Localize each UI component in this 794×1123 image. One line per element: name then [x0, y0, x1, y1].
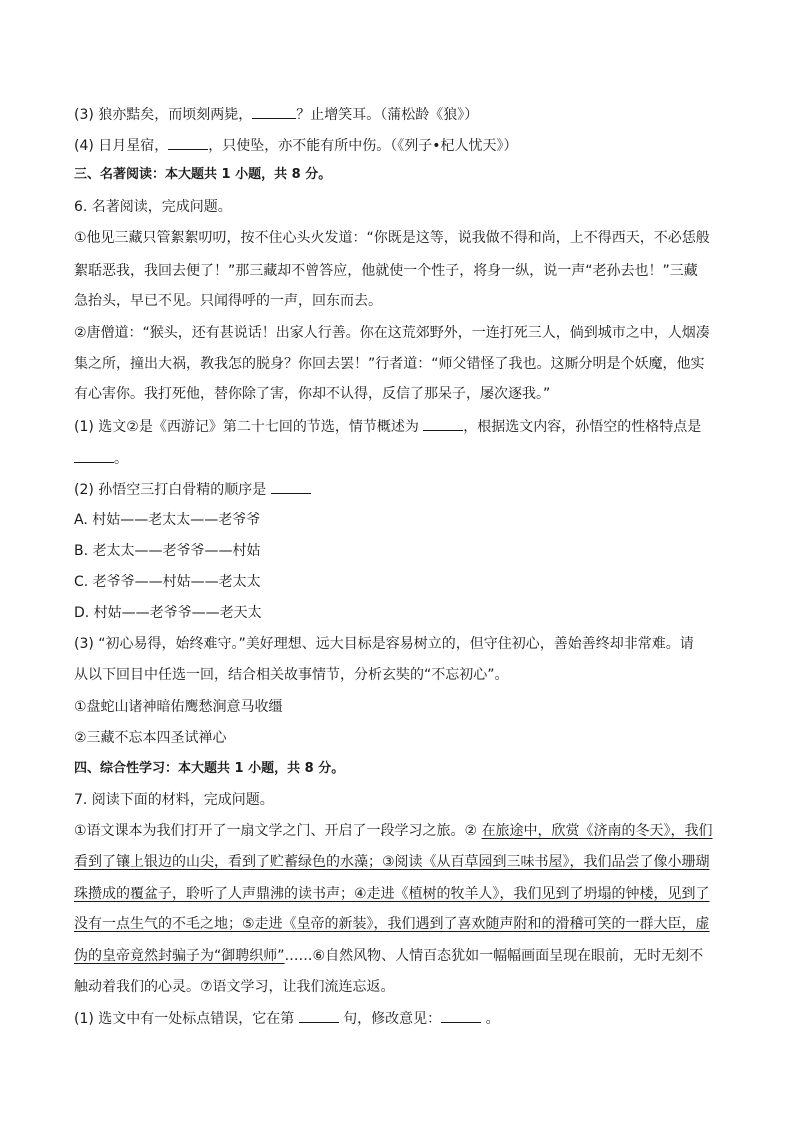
passage-1-line-3: 急抬头，早已不见。只闻得呼的一声，回东而去。	[74, 293, 382, 309]
question-7-1: (1) 选文中有一处标点错误，它在第 句，修改意见： 。	[74, 1008, 500, 1029]
passage-1-line-1: ①他见三藏只管絮絮叨叨，按不住心头火发道：“你既是这等，说我做不得和尚，上不得西天，不必恁般	[74, 230, 710, 246]
answer-blank[interactable]	[168, 135, 208, 150]
answer-blank[interactable]	[423, 416, 463, 431]
answer-blank[interactable]	[271, 479, 311, 494]
passage-1-line-2: 絮聒恶我，我回去便了！”那三藏却不曾答应，他就使一个性子，将身一纵，说一声“老孙去也！”三藏	[74, 263, 698, 279]
option-b: B. 老太太——老爷爷——村姑	[74, 543, 261, 559]
section-3-heading: 三、名著阅读：本大题共 1 小题，共 8 分。	[74, 167, 332, 182]
option-d: D. 村姑——老爷爷——老天太	[74, 605, 262, 621]
option-a: A. 村姑——老太太——老爷爷	[74, 512, 261, 528]
question-7-prompt: 7. 阅读下面的材料，完成问题。	[74, 792, 274, 808]
material-line-5: 伪的皇帝竟然封骗子为“御聘织师”……⑥自然风物、人情百态犹如一幅幅画面呈现在眼前，无时无刻不	[74, 948, 704, 964]
answer-blank[interactable]	[252, 104, 296, 119]
material-line-6: 触动着我们的心灵。⑦语文学习，让我们流连忘返。	[74, 979, 395, 995]
question-5-3: (3) 狼亦黠矣，而顷刻两毙， ？止增笑耳。（蒲松龄《狼》）	[74, 104, 478, 125]
material-line-3: 珠攒成的覆盆子，聆听了人声鼎沸的读书声；④走进《植树的牧羊人》，我们见到了坍塌的钟楼，见到了	[74, 886, 710, 902]
option-c: C. 老爷爷——村姑——老太太	[74, 574, 261, 590]
question-6-1-line-1: (1) 选文②是《西游记》第二十七回的节选，情节概述为 ，根据选文内容，孙悟空的性格特点是	[74, 416, 701, 437]
answer-blank[interactable]	[74, 448, 114, 463]
passage-2-line-1: ②唐僧道：“猴头，还有甚说话！出家人行善。你在这荒郊野外，一连打死三人，倘到城市之中，人烟凑	[74, 325, 710, 341]
material-line-1: ①语文课本为我们打开了一扇文学之门、开启了一段学习之旅。② 在旅途中，欣赏《济南的冬天》，我们	[74, 823, 713, 839]
chapter-option-2: ②三藏不忘本四圣试禅心	[74, 730, 227, 746]
question-6-3-line-1: (3) “初心易得，始终难守。”美好理想、远大目标是容易树立的，但守住初心，善始善终却非常难。请	[74, 636, 694, 652]
question-6-prompt: 6. 名著阅读，完成问题。	[74, 199, 232, 215]
section-4-heading: 四、综合性学习：本大题共 1 小题，共 8 分。	[74, 761, 345, 776]
passage-2-line-2: 集之所，撞出大祸，教我怎的脱身？你回去罢！”行者道：“师父错怪了我也。这厮分明是个妖魔，他实	[74, 356, 705, 372]
chapter-option-1: ①盘蛇山诸神暗佑鹰愁涧意马收缰	[74, 699, 283, 715]
answer-blank[interactable]	[441, 1008, 481, 1023]
answer-blank[interactable]	[299, 1008, 339, 1023]
material-line-2: 看到了镶上银边的山尖，看到了贮蓄绿色的水藻；③阅读《从百草园到三味书屋》，我们品尝了像小珊瑚	[74, 854, 710, 870]
question-6-3-line-2: 从以下回目中任选一回，结合相关故事情节，分析玄奘的“不忘初心”。	[74, 667, 509, 683]
question-6-2: (2) 孙悟空三打白骨精的顺序是	[74, 479, 311, 500]
question-6-1-line-2: 。	[74, 448, 128, 469]
passage-2-line-3: 有心害你。我打死他，替你除了害，你却不认得，反信了那呆子，屡次逐我。”	[74, 386, 551, 402]
material-line-4: 没有一点生气的不毛之地；⑤走进《皇帝的新装》，我们遇到了喜欢随声附和的滑稽可笑的一群大臣，虚	[74, 916, 710, 932]
question-5-4: (4) 日月星宿， ，只使坠，亦不能有所中伤。（《列子•杞人忧天》）	[74, 135, 518, 156]
